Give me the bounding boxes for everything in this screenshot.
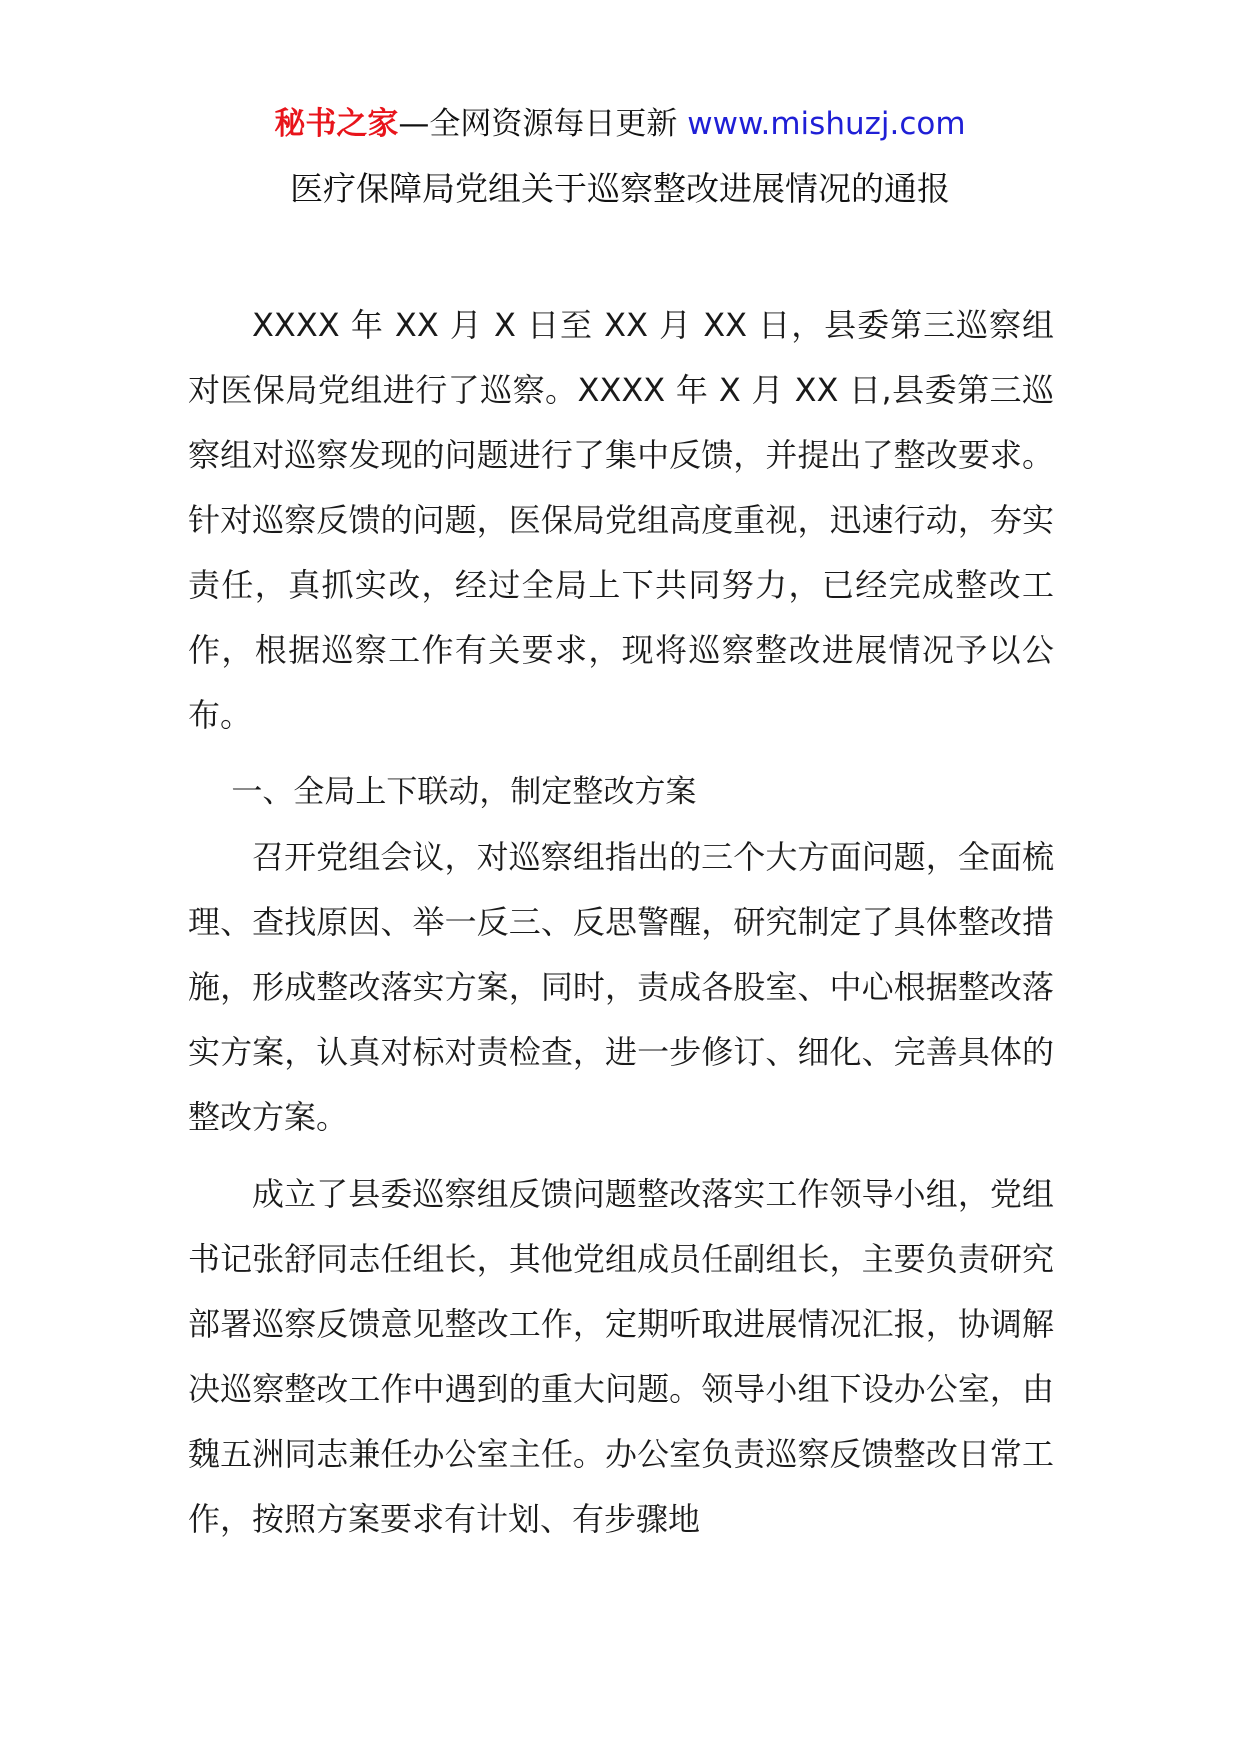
site-tagline: —全网资源每日更新: [398, 106, 678, 142]
intro-paragraph: XXXX 年 XX 月 X 日至 XX 月 XX 日，县委第三巡察组对医保局党组进行了巡察。XXXX 年 X 月 XX 日,县委第三巡察组对巡察发现的问题进行了集中反馈，并提出了整改要求。针对巡察反馈的问题，医保局党组高度重视，迅速行动，夯实责任，真抓实改，经过全局上下共同努力，已经完成整改工作，根据巡察工作有关要求，现将巡察整改进展情况予以公布。: [188, 306, 1054, 734]
body-paragraph: 召开党组会议，对巡察组指出的三个大方面问题，全面梳理、查找原因、举一反三、反思警醒，研究制定了具体整改措施，形成整改落实方案，同时，责成各股室、中心根据整改落实方案，认真对标对责检查，进一步修订、细化、完善具体的整改方案。: [188, 838, 1054, 1136]
body-paragraph: 成立了县委巡察组反馈问题整改落实工作领导小组，党组书记张舒同志任组长，其他党组成员任副组长，主要负责研究部署巡察反馈意见整改工作，定期听取进展情况汇报，协调解决巡察整改工作中遇到的重大问题。领导小组下设办公室，由魏五洲同志兼任办公室主任。办公室负责巡察反馈整改日常工作，按照方案要求有计划、有步骤地: [188, 1175, 1054, 1538]
document-title: 医疗保障局党组关于巡察整改进展情况的通报: [290, 169, 950, 208]
section-heading: 一、全局上下联动，制定整改方案: [231, 774, 697, 810]
brand-name: 秘书之家: [274, 106, 399, 142]
site-header: [0, 100, 1240, 148]
document-body: [188, 293, 1054, 1552]
site-url-link[interactable]: www.mishuzj.com: [687, 106, 966, 142]
